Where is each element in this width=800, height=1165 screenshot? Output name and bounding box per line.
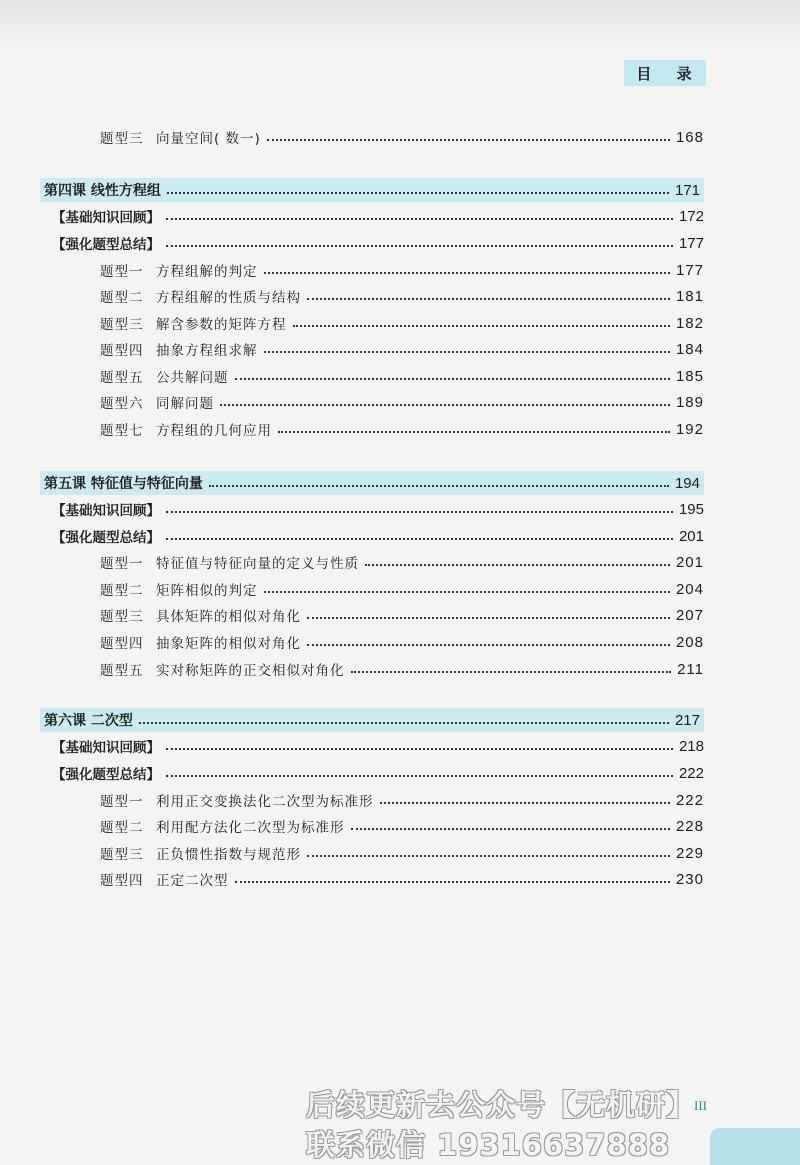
toc-page-number: 218 xyxy=(678,737,704,755)
toc-entry-text: 特征值与特征向量的定义与性质 xyxy=(156,556,359,572)
toc-entry-text: 同解问题 xyxy=(156,396,214,412)
toc-entry-title: 第五课 特征值与特征向量 xyxy=(44,476,203,492)
toc-item-row[interactable] xyxy=(100,338,704,360)
toc-entry-text: 正定二次型 xyxy=(156,873,229,889)
toc-entry-text: 利用配方法化二次型为标准形 xyxy=(156,820,345,836)
dot-leader xyxy=(307,298,670,300)
toc-page-number: 177 xyxy=(678,234,704,252)
toc-entry-title: 【强化题型总结】 xyxy=(52,530,160,546)
dot-leader xyxy=(209,485,669,487)
toc-entry-code: 题型一 xyxy=(100,556,144,572)
toc-entry-title xyxy=(100,790,374,810)
dot-leader xyxy=(264,272,670,274)
dot-leader xyxy=(307,617,670,619)
dot-leader xyxy=(380,802,670,804)
toc-entry-title: 【基础知识回顾】 xyxy=(52,503,160,519)
dot-leader xyxy=(267,139,670,141)
dot-leader xyxy=(220,404,670,406)
toc-entry-code: 题型七 xyxy=(100,423,144,439)
toc-entry-code: 题型二 xyxy=(100,820,144,836)
toc-page-number: 177 xyxy=(675,261,704,279)
toc-item-row[interactable] xyxy=(100,312,704,334)
toc-chapter-row[interactable] xyxy=(40,178,704,202)
toc-entry-title xyxy=(100,816,345,836)
corner-decoration xyxy=(710,1128,800,1165)
watermark-line-2: 联系微信 19316637888 xyxy=(306,1128,671,1162)
toc-page-number: 194 xyxy=(674,474,700,492)
toc-entry-title xyxy=(100,339,258,359)
toc-page-number: 168 xyxy=(675,128,704,146)
toc-page-number: 172 xyxy=(678,207,704,225)
toc-entry-text: 向量空间( 数一) xyxy=(156,131,261,147)
dot-leader xyxy=(166,748,673,750)
toc-page-number: 208 xyxy=(675,633,704,651)
toc-entry-text: 方程组解的判定 xyxy=(156,264,258,280)
toc-entry-title xyxy=(100,286,301,306)
dot-leader xyxy=(166,511,673,513)
toc-item-row[interactable] xyxy=(100,391,704,413)
toc-entry-title xyxy=(100,313,287,333)
toc-section-row[interactable] xyxy=(52,205,704,227)
toc-entry-code: 题型二 xyxy=(100,290,144,306)
toc-entry-title xyxy=(100,632,301,652)
toc-item-row[interactable] xyxy=(100,578,704,600)
toc-entry-title xyxy=(100,392,214,412)
dot-leader xyxy=(278,431,670,433)
toc-entry-text: 方程组解的性质与结构 xyxy=(156,290,301,306)
toc-item-row[interactable] xyxy=(100,365,704,387)
toc-section-row[interactable] xyxy=(52,762,704,784)
dot-leader xyxy=(264,591,670,593)
dot-leader xyxy=(166,218,673,220)
dot-leader xyxy=(166,775,673,777)
dot-leader xyxy=(307,855,670,857)
toc-entry-title xyxy=(100,605,301,625)
toc-page-number: 229 xyxy=(675,844,704,862)
toc-entry-text: 抽象方程组求解 xyxy=(156,343,258,359)
toc-page-number: 217 xyxy=(674,711,700,729)
toc-entry-code: 题型二 xyxy=(100,583,144,599)
toc-page-number: 228 xyxy=(675,817,704,835)
toc-item-row[interactable] xyxy=(100,658,704,680)
toc-entry-title: 【基础知识回顾】 xyxy=(52,740,160,756)
toc-entry-code: 题型一 xyxy=(100,794,144,810)
toc-entry-code: 题型六 xyxy=(100,396,144,412)
toc-page-number: 182 xyxy=(675,314,704,332)
toc-page-number: 181 xyxy=(675,287,704,305)
toc-entry-code: 题型三 xyxy=(100,131,144,147)
toc-chapter-row[interactable] xyxy=(40,471,704,495)
watermark xyxy=(306,1085,706,1165)
toc-entry-title: 【基础知识回顾】 xyxy=(52,210,160,226)
watermark-line-1: 后续更新去公众号【无机研】 xyxy=(306,1088,697,1122)
toc-page-number: 222 xyxy=(678,764,704,782)
toc-entry-text: 抽象矩阵的相似对角化 xyxy=(156,636,301,652)
toc-page-number: 184 xyxy=(675,340,704,358)
toc-entry-title xyxy=(100,419,272,439)
toc-item-row[interactable] xyxy=(100,842,704,864)
toc-page-number: 230 xyxy=(675,870,704,888)
toc-entry-title xyxy=(100,552,359,572)
toc-entry-text: 利用正交变换法化二次型为标准形 xyxy=(156,794,374,810)
toc-entry-text: 正负惯性指数与规范形 xyxy=(156,847,301,863)
toc-page-number: 201 xyxy=(678,527,704,545)
toc-item-row[interactable] xyxy=(100,604,704,626)
dot-leader xyxy=(307,644,670,646)
toc-entry-title: 【强化题型总结】 xyxy=(52,237,160,253)
dot-leader xyxy=(293,325,670,327)
toc-entry-text: 具体矩阵的相似对角化 xyxy=(156,609,301,625)
toc-entry-code: 题型五 xyxy=(100,370,144,386)
dot-leader xyxy=(235,881,670,883)
toc-item-row[interactable] xyxy=(100,868,704,890)
toc-item-row[interactable] xyxy=(100,815,704,837)
toc-entry-code: 题型三 xyxy=(100,317,144,333)
toc-page-number: 222 xyxy=(675,791,704,809)
toc-entry-code: 题型一 xyxy=(100,264,144,280)
toc-entry-title: 第六课 二次型 xyxy=(44,713,133,729)
toc-page-number: 171 xyxy=(674,181,700,199)
dot-leader xyxy=(139,722,669,724)
toc-entry-title xyxy=(100,579,258,599)
dot-leader xyxy=(351,671,672,673)
toc-entry-title xyxy=(100,260,258,280)
toc-item-row[interactable] xyxy=(100,418,704,440)
toc-entry-text: 公共解问题 xyxy=(156,370,229,386)
toc-page-number: 192 xyxy=(675,420,704,438)
toc-page-number: 207 xyxy=(675,606,704,624)
dot-leader xyxy=(264,351,670,353)
toc-entry-title: 【强化题型总结】 xyxy=(52,767,160,783)
toc-item-row[interactable] xyxy=(100,631,704,653)
toc-entry-title xyxy=(100,659,345,679)
toc-page-number: 201 xyxy=(675,553,704,571)
toc-entry-title xyxy=(100,127,261,147)
toc-entry-title xyxy=(100,869,229,889)
toc-entry-text: 解含参数的矩阵方程 xyxy=(156,317,287,333)
toc-entry-title xyxy=(100,843,301,863)
toc-section-row[interactable] xyxy=(52,498,704,520)
toc-entry-text: 矩阵相似的判定 xyxy=(156,583,258,599)
toc-entry-title: 第四课 线性方程组 xyxy=(44,183,161,199)
toc-entry-text: 方程组的几何应用 xyxy=(156,423,272,439)
toc-entry-code: 题型四 xyxy=(100,636,144,652)
toc-entry-text: 实对称矩阵的正交相似对角化 xyxy=(156,663,345,679)
toc-page-number: 189 xyxy=(675,393,704,411)
toc-entry-code: 题型三 xyxy=(100,609,144,625)
toc-chapter-row[interactable] xyxy=(40,708,704,732)
top-shade xyxy=(0,0,800,56)
toc-entry-title xyxy=(100,366,229,386)
dot-leader xyxy=(167,192,669,194)
toc-item-row[interactable] xyxy=(100,551,704,573)
toc-section-row[interactable] xyxy=(52,735,704,757)
toc-entry-code: 题型四 xyxy=(100,873,144,889)
page-title: 目 录 xyxy=(624,60,706,86)
dot-leader xyxy=(166,245,673,247)
toc-item-row[interactable] xyxy=(100,285,704,307)
toc-entry-code: 题型三 xyxy=(100,847,144,863)
toc-section-row[interactable] xyxy=(52,232,704,254)
dot-leader xyxy=(235,378,670,380)
dot-leader xyxy=(166,538,673,540)
dot-leader xyxy=(351,828,670,830)
toc-page-number: 204 xyxy=(675,580,704,598)
toc-item-row[interactable] xyxy=(100,126,704,148)
toc-page-number: 195 xyxy=(678,500,704,518)
toc-section-row[interactable] xyxy=(52,525,704,547)
page-number: III xyxy=(694,1098,707,1113)
toc-item-row[interactable] xyxy=(100,789,704,811)
toc-page-number: 211 xyxy=(677,660,704,678)
toc-entry-code: 题型五 xyxy=(100,663,144,679)
dot-leader xyxy=(365,564,670,566)
toc-page-number: 185 xyxy=(675,367,704,385)
toc-entry-code: 题型四 xyxy=(100,343,144,359)
toc-item-row[interactable] xyxy=(100,259,704,281)
